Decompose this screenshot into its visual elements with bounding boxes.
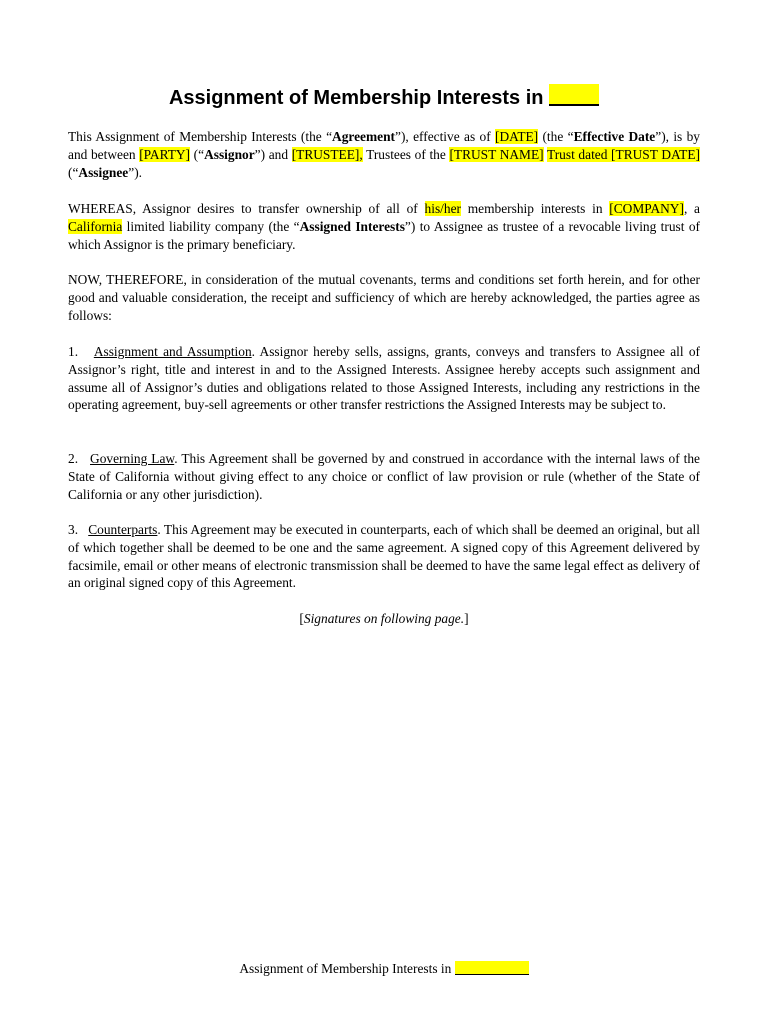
assigned-interests-term: Assigned Interests [299, 218, 405, 234]
title-text: Assignment of Membership Interests in [168, 87, 544, 109]
his-her-placeholder: his/her [424, 201, 461, 216]
bracket-open: [ [299, 611, 304, 626]
intro-text-6: ”) and [254, 146, 292, 162]
signature-note [68, 610, 700, 628]
whereas-text-4: limited liability company (the “ [122, 218, 300, 234]
intro-text-8: (“ [68, 164, 79, 180]
assignee-term: Assignee [78, 164, 129, 180]
section-assignment [68, 343, 700, 414]
agreement-term: Agreement [332, 129, 395, 144]
party-placeholder: [PARTY] [139, 146, 191, 162]
section-governing-law [68, 450, 700, 503]
trustee-placeholder: [TRUSTEE], [291, 146, 363, 162]
whereas-text-2: membership interests in [460, 201, 610, 216]
section-number: 2. [68, 451, 79, 466]
title-blank [549, 84, 599, 106]
whereas-paragraph [68, 200, 700, 253]
state-placeholder: California [68, 218, 123, 234]
assignor-term: Assignor [204, 146, 255, 162]
section-heading: Counterparts [88, 522, 158, 537]
intro-text-5: (“ [190, 146, 205, 162]
intro-text-3: (the “ [538, 129, 574, 144]
section-body: . This Agreement may be executed in counterparts, each of which shall be deemed an original, but all of which together shall be deemed to be one and the same agreement. A signed copy of this Agreement delivered by facsimile, email or other means of electronic transmission shall be deemed to have the same legal effect as delivery of an original signed copy of this Agreement. [68, 522, 700, 591]
trust-date-placeholder: Trust dated [TRUST DATE] [547, 146, 700, 162]
footer-blank [455, 961, 529, 975]
footer-text: Assignment of Membership Interests in [239, 961, 452, 976]
intro-paragraph [68, 128, 700, 181]
whereas-text-3: , a [683, 201, 700, 216]
section-body: . Assignor hereby sells, assigns, grants, conveys and transfers to Assignee all of Assignor’s right, title and interest in and to the Assigned Interests. Assignee hereby accepts such assignment and assume all of Assignor’s duties and obligations related to those Assigned Interests, including any restrictions in the operating agreement, buy-sell agreements or other transfer restrictions the Assigned Interests may be subject to. [68, 344, 701, 413]
section-number: 3. [68, 522, 79, 537]
section-heading: Assignment and Assumption [93, 344, 252, 359]
date-placeholder: [DATE] [495, 129, 539, 144]
intro-text-9: ”). [128, 164, 143, 180]
now-therefore-paragraph: NOW, THEREFORE, in consideration of the mutual covenants, terms and conditions set forth herein, and for other good and valuable consideration, the receipt and sufficiency of which are hereby acknowledged, the parties agree as follows: [68, 272, 700, 323]
section-heading: Governing Law [90, 451, 175, 466]
effective-date-term: Effective Date [573, 129, 656, 144]
intro-text-2: ”), effective as of [395, 129, 495, 144]
page-footer [0, 960, 768, 978]
bracket-close: ] [464, 611, 469, 626]
intro-text-7: Trustees of the [362, 146, 450, 162]
document-title [0, 84, 768, 112]
intro-text-1: This Assignment of Membership Interests (the “ [68, 129, 333, 144]
company-placeholder: [COMPANY] [609, 201, 684, 216]
trust-name-placeholder: [TRUST NAME] [449, 146, 544, 162]
signature-note-text: Signatures on following page. [303, 611, 465, 626]
whereas-text-5: ”) to Assignee as trustee of a revocable living trust of which Assignor is the primary beneficiary. [68, 218, 701, 252]
intro-text-4: ”), is by and between [68, 129, 700, 162]
whereas-text-1: WHEREAS, Assignor desires to transfer ownership of all of [68, 201, 425, 216]
section-counterparts [68, 521, 700, 592]
section-body: . This Agreement shall be governed by and construed in accordance with the internal laws of the State of California without giving effect to any choice or conflict of law provision or rule (whether of the State of California or any other jurisdiction). [68, 451, 701, 502]
section-number: 1. [68, 344, 79, 359]
